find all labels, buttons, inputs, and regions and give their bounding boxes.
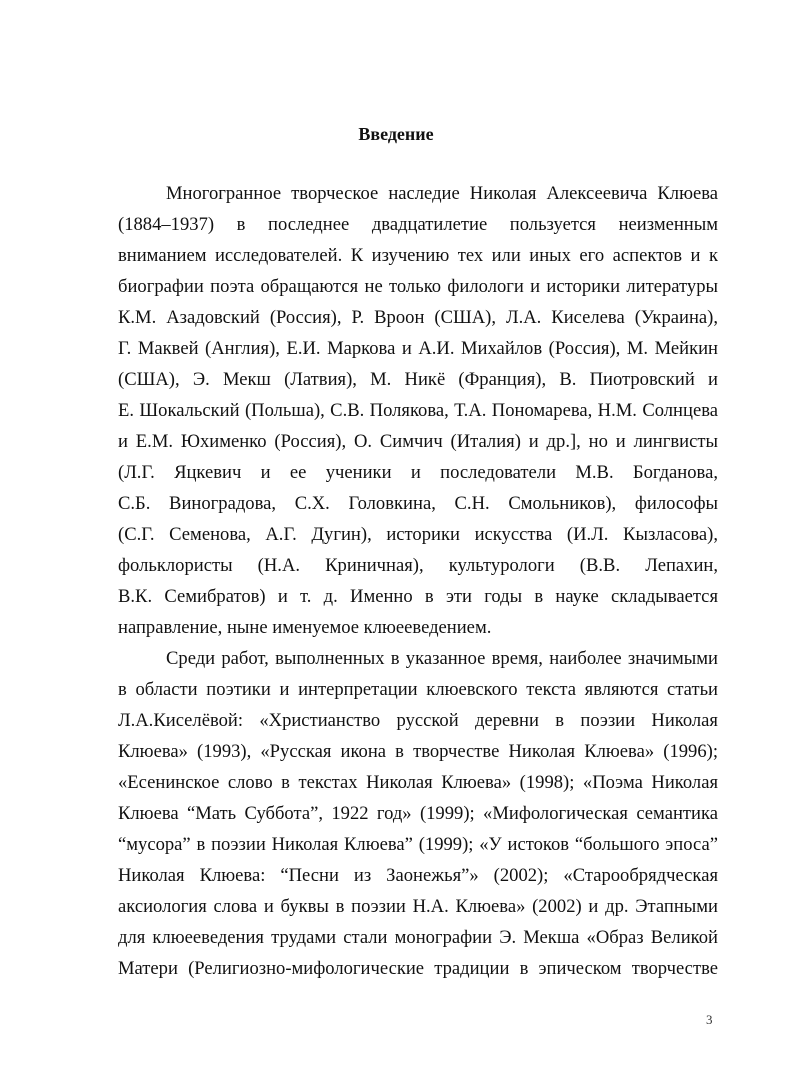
text-line: Матери (Религиозно-мифологические традиции в эпическом творчестве bbox=[118, 958, 718, 979]
body-text bbox=[118, 178, 718, 984]
page-title: Введение bbox=[358, 124, 434, 144]
text-line: (С.Г. Семенова, А.Г. Дугин), историки искусства (И.Л. Кызласова), bbox=[118, 524, 718, 545]
text-line: вниманием исследователей. К изучению тех или иных его аспектов и к bbox=[118, 245, 718, 266]
text-line: (1884–1937) в последнее двадцатилетие пользуется неизменным bbox=[118, 214, 718, 235]
text-line: и Е.М. Юхименко (Россия), О. Симчич (Италия) и др.], но и лингвисты bbox=[118, 431, 718, 452]
text-line: «Есенинское слово в текстах Николая Клюева» (1998); «Поэма Николая bbox=[118, 772, 718, 793]
text-line: Среди работ, выполненных в указанное время, наиболее значимыми bbox=[166, 648, 718, 669]
text-line: Г. Маквей (Англия), Е.И. Маркова и А.И. Михайлов (Россия), М. Мейкин bbox=[118, 338, 718, 359]
text-line: Е. Шокальский (Польша), С.В. Полякова, Т.А. Пономарева, Н.М. Солнцева bbox=[118, 400, 718, 421]
text-line: биографии поэта обращаются не только филологи и историки литературы bbox=[118, 276, 718, 297]
text-line: Л.А.Киселёвой: «Христианство русской деревни в поэзии Николая bbox=[118, 710, 718, 731]
text-line: К.М. Азадовский (Россия), Р. Вроон (США), Л.А. Киселева (Украина), bbox=[118, 307, 718, 328]
text-line: Клюева» (1993), «Русская икона в творчестве Николая Клюева» (1996); bbox=[118, 741, 718, 762]
text-line: Многогранное творческое наследие Николая Алексеевича Клюева bbox=[166, 183, 718, 204]
text-line: Николая Клюева: “Песни из Заонежья”» (2002); «Старообрядческая bbox=[118, 865, 718, 886]
text-line: (Л.Г. Яцкевич и ее ученики и последователи М.В. Богданова, bbox=[118, 462, 718, 483]
text-line: (США), Э. Мекш (Латвия), М. Никё (Франция), В. Пиотровский и bbox=[118, 369, 718, 390]
text-line: В.К. Семибратов) и т. д. Именно в эти годы в науке складывается bbox=[118, 586, 718, 607]
text-line: направление, ныне именуемое клюееведением. bbox=[118, 617, 492, 638]
text-line: Клюева “Мать Суббота”, 1922 год» (1999); «Мифологическая семантика bbox=[118, 803, 718, 824]
text-line: фольклористы (Н.А. Криничная), культурологи (В.В. Лепахин, bbox=[118, 555, 718, 576]
text-line: “мусора” в поэзии Николая Клюева” (1999); «У истоков “большого эпоса” bbox=[118, 834, 718, 855]
text-line: С.Б. Виноградова, С.Х. Головкина, С.Н. Смольников), философы bbox=[118, 493, 718, 514]
text-line: аксиология слова и буквы в поэзии Н.А. Клюева» (2002) и др. Этапными bbox=[118, 896, 718, 917]
page-number: 3 bbox=[706, 1012, 713, 1027]
text-line: в области поэтики и интерпретации клюевского текста являются статьи bbox=[118, 679, 718, 700]
text-line: для клюееведения трудами стали монографии Э. Мекша «Образ Великой bbox=[118, 927, 718, 948]
